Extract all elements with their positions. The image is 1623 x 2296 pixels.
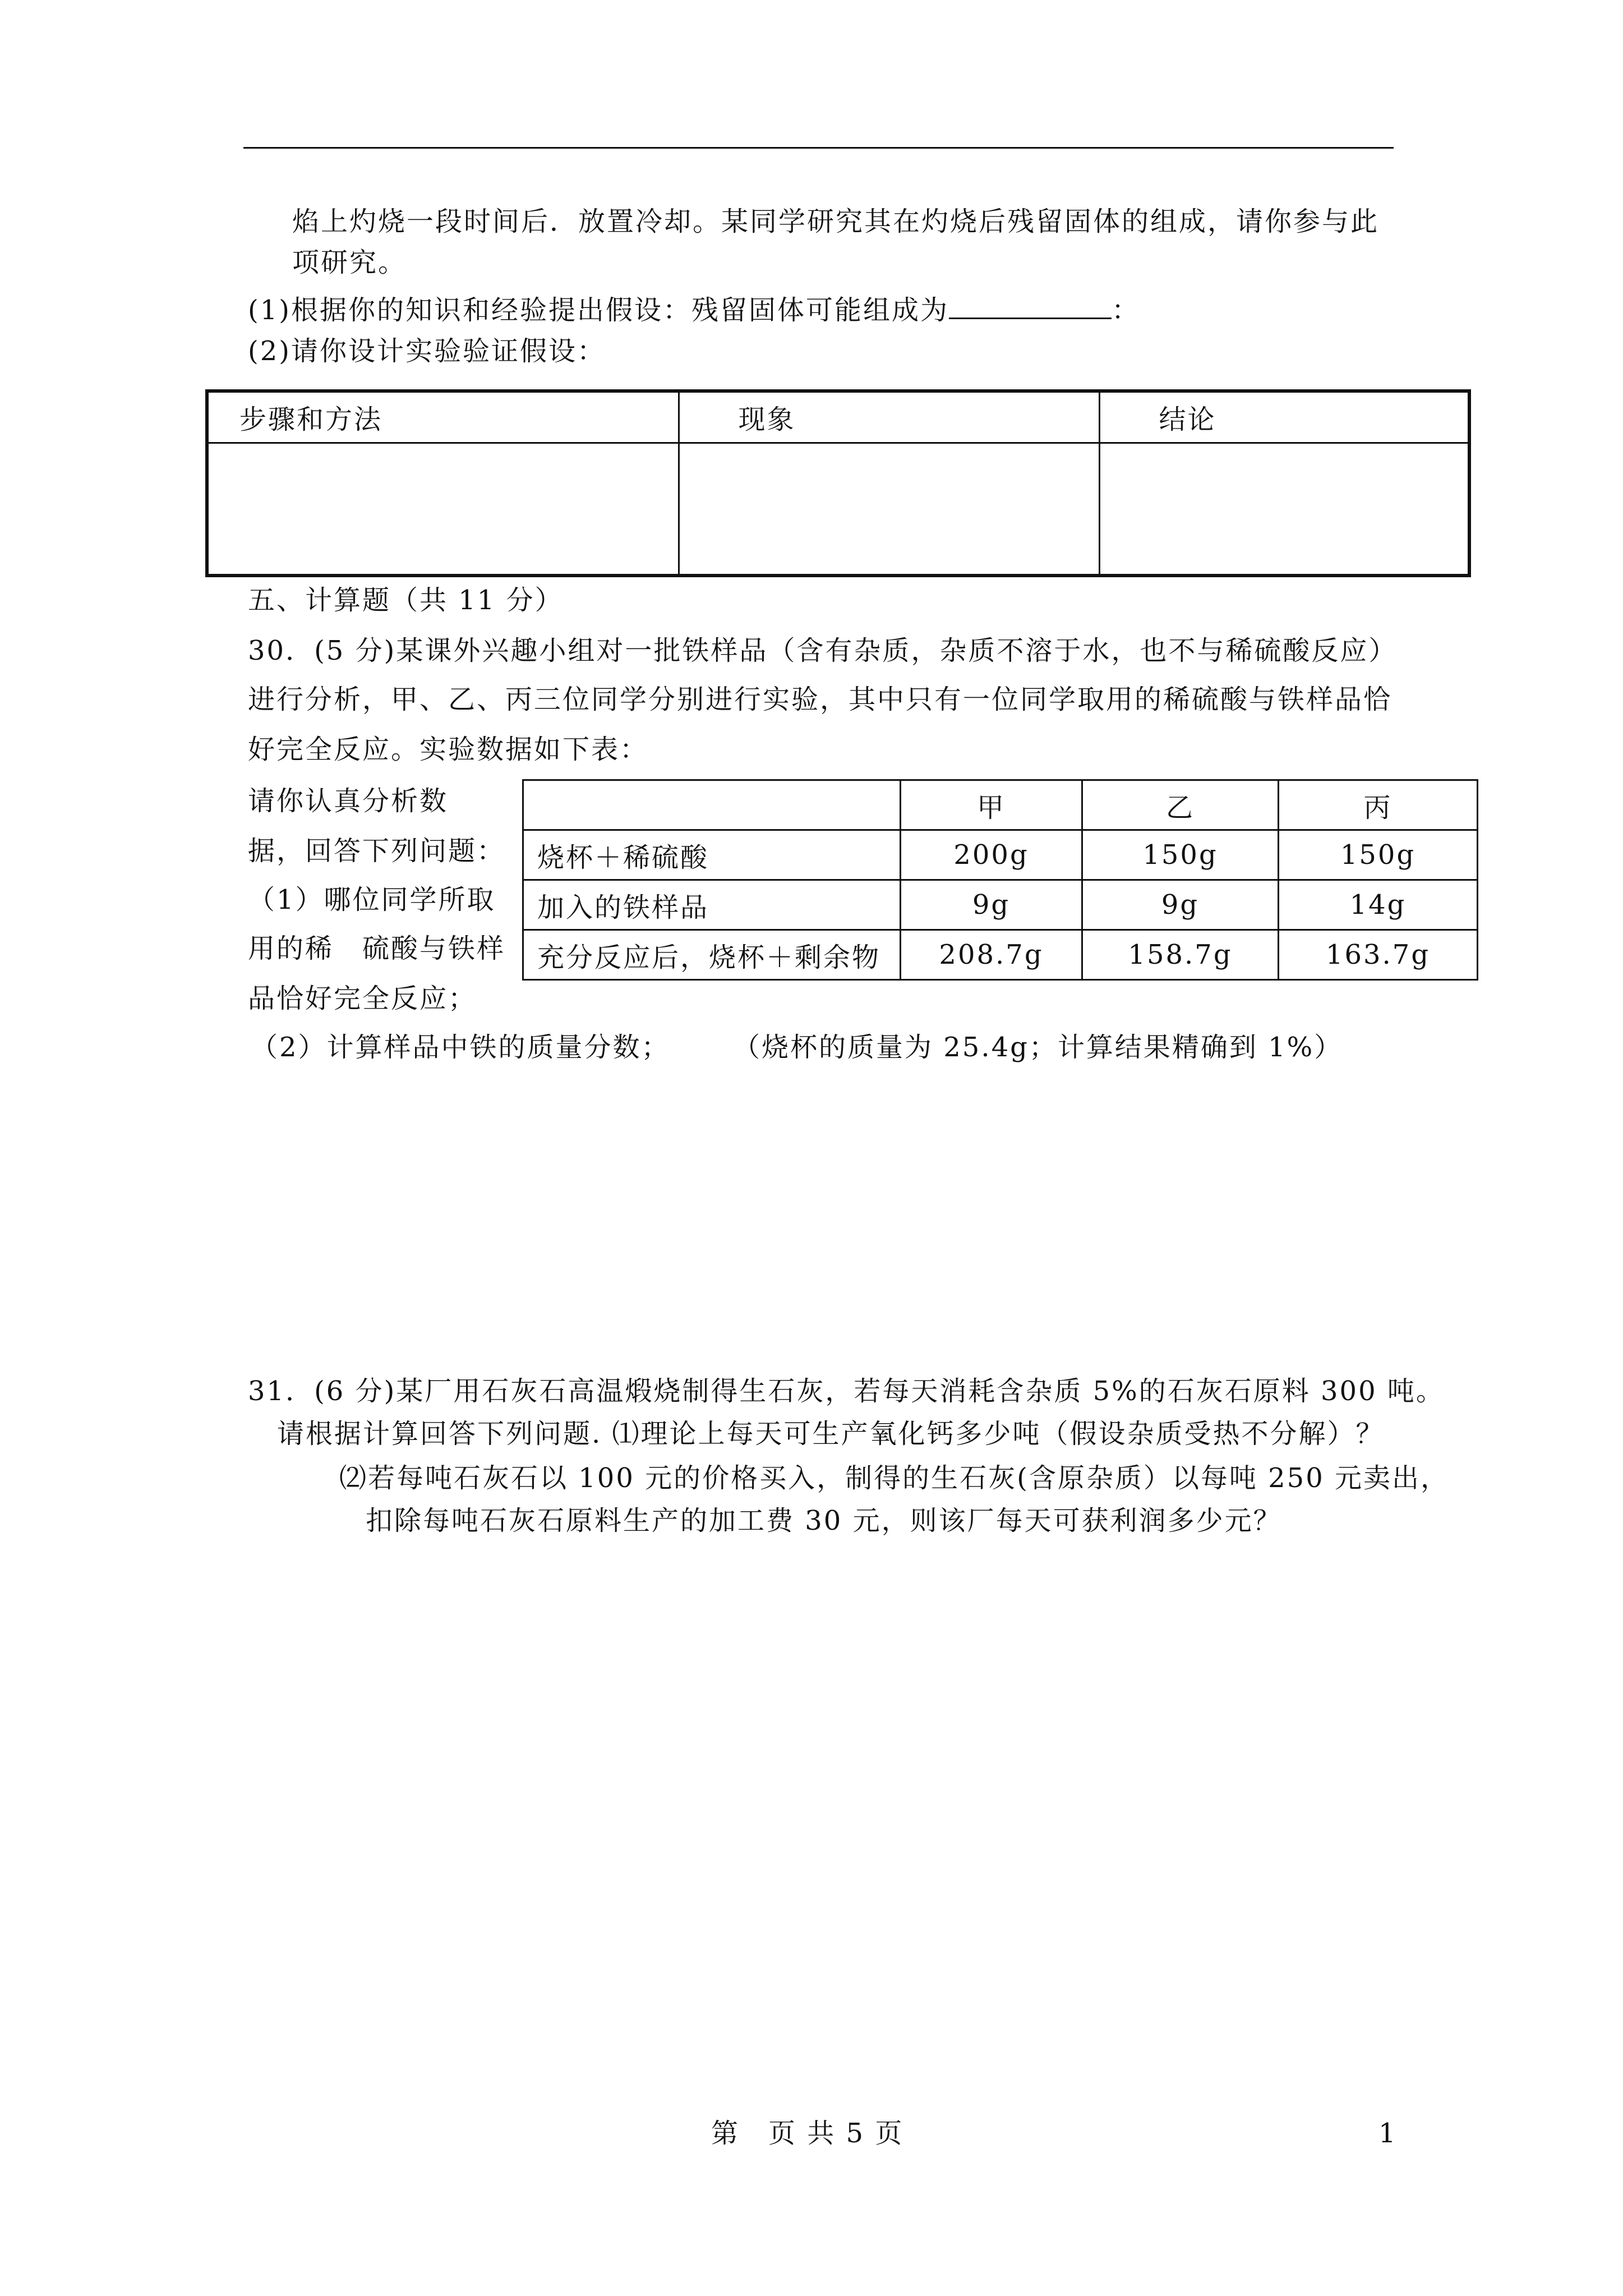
q30-line-1: 30．(5 分)某课外兴趣小组对一批铁样品（含有杂质，杂质不溶于水，也不与稀硫酸反应） [248,635,1398,666]
question-1-suffix: ： [1112,295,1141,326]
q31-line-3: ⑵若每吨石灰石以 100 元的价格买入，制得的生石灰(含原杂质）以每吨 250 元卖出， [339,1462,1449,1494]
question-1 [248,293,1140,327]
q31-line-4: 扣除每吨石灰石原料生产的加工费 30 元，则该厂每天可获利润多少元？ [366,1505,1282,1536]
table-cell: 158.7g [1082,930,1279,980]
experiment-data-table [522,779,1478,981]
header-student-jia: 甲 [901,780,1082,830]
table-cell: 150g [1279,830,1478,880]
table-row [523,880,1478,930]
table-cell: 208.7g [901,930,1082,980]
footer-page-text: 第 页 共 5 页 [711,2118,904,2149]
table-row [523,830,1478,880]
data-table-header-row [523,780,1478,830]
table-cell: 150g [1082,830,1279,880]
q30-line-2: 进行分析，甲、乙、丙三位同学分别进行实验，其中只有一位同学取用的稀硫酸与铁样品恰 [248,684,1393,715]
table-cell: 14g [1279,880,1478,930]
header-steps: 步骤和方法 [207,391,679,443]
answer-blank [949,293,1112,319]
table-cell: 163.7g [1279,930,1478,980]
q30-side-line-1: 请你认真分析数 [248,785,449,817]
q30-side-line-5: 品恰好完全反应； [248,983,477,1014]
header-rule [243,147,1394,149]
header-conclusion: 结论 [1099,391,1469,443]
row-label: 烧杯＋稀硫酸 [523,830,901,880]
header-blank [523,780,901,830]
question-1-text: (1)根据你的知识和经验提出假设：残留固体可能组成为 [248,295,949,326]
q31-line-2: 请根据计算回答下列问题. ⑴理论上每天可生产氧化钙多少吨（假设杂质受热不分解）？ [277,1418,1385,1450]
intro-line-1: 焰上灼烧一段时间后．放置冷却。某同学研究其在灼烧后残留固体的组成，请你参与此 [292,206,1380,237]
table-cell: 9g [901,880,1082,930]
table-cell: 200g [901,830,1082,880]
answer-cell-phenomenon [679,443,1099,576]
answer-cell-conclusion [1099,443,1469,576]
header-student-bing: 丙 [1279,780,1478,830]
row-label: 加入的铁样品 [523,880,901,930]
header-phenomenon: 现象 [679,391,1099,443]
question-2: (2)请你设计实验验证假设： [248,335,606,367]
q30-sub-question-2-note: （烧杯的质量为 25.4g；计算结果精确到 1%） [733,1032,1343,1063]
section-heading: 五、计算题（共 11 分） [248,585,564,616]
q30-side-line-2: 据，回答下列问题： [248,835,506,867]
q30-side-line-3: （1）哪位同学所取 [248,884,496,915]
table-row [523,930,1478,980]
experiment-design-table [205,389,1471,577]
row-label: 充分反应后，烧杯＋剩余物 [523,930,901,980]
q31-line-1: 31．(6 分)某厂用石灰石高温煅烧制得生石灰，若每天消耗含杂质 5%的石灰石原料 300 吨。 [248,1375,1445,1407]
q30-side-line-4: 用的稀 硫酸与铁样 [248,933,506,964]
footer-page-number: 1 [1378,2118,1398,2149]
experiment-table-header-row [207,391,1469,443]
experiment-table-answer-row [207,443,1469,576]
table-cell: 9g [1082,880,1279,930]
intro-line-2: 项研究。 [292,247,407,278]
header-student-yi: 乙 [1082,780,1279,830]
answer-cell-steps [207,443,679,576]
q30-sub-question-2: （2）计算样品中铁的质量分数； [251,1032,670,1063]
q30-line-3: 好完全反应。实验数据如下表： [248,734,649,765]
